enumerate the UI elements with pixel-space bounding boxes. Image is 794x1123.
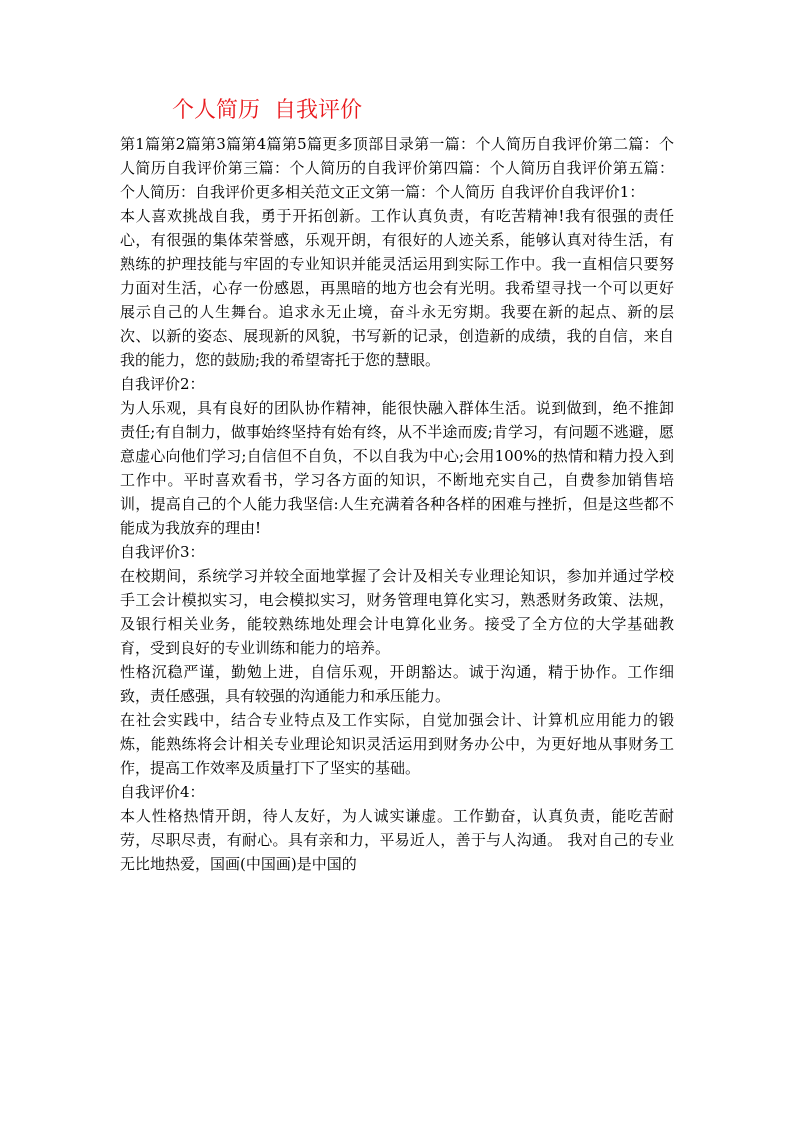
self-evaluation-1-body: 本人喜欢挑战自我，勇于开拓创新。工作认真负责，有吃苦精神!我有很强的责任心，有很强的集体荣誉感，乐观开朗，有很好的人迹关系，能够认真对待生活，有熟练的护理技能与牢固的专业知识并能灵活运用到实际工作中。我一直相信只要努力面对生活，心存一份感恩，再黑暗的地方也会有光明。我希望寻找一个可以更好展示自己的人生舞台。追求永无止境，奋斗永无穷期。我要在新的起点、新的层次、以新的姿态、展现新的风貌，书写新的记录，创造新的成绩，我的自信，来自我的能力，您的鼓励;我的希望寄托于您的慧眼。 <box>120 207 674 369</box>
self-evaluation-4-body: 本人性格热情开朗，待人友好，为人诚实谦虚。工作勤奋，认真负责，能吃苦耐劳，尽职尽责，有耐心。具有亲和力，平易近人，善于与人沟通。 我对自己的专业无比地热爱，国画(中国画)是中国的 <box>120 807 674 873</box>
self-evaluation-3-body-1: 在校期间，系统学习并较全面地掌握了会计及相关专业理论知识，参加并通过学校手工会计模拟实习，电会模拟实习，财务管理电算化实习，熟悉财务政策、法规，及银行相关业务，能较熟练地处理会计电算化业务。接受了全方位的大学基础教育，受到良好的专业训练和能力的培养。 <box>120 567 674 657</box>
self-evaluation-4-heading: 自我评价4： <box>120 783 205 801</box>
self-evaluation-2-body: 为人乐观，具有良好的团队协作精神，能很快融入群体生活。说到做到，绝不推卸责任;有自制力，做事始终坚持有始有终，从不半途而废;肯学习，有问题不逃避，愿意虚心向他们学习;自信但不自负，不以自我为中心;会用100%的热情和精力投入到工作中。平时喜欢看书，学习各方面的知识，不断地充实自己，自费参加销售培训，提高自己的个人能力我坚信:人生充满着各种各样的困难与挫折，但是这些都不能成为我放弃的理由! <box>120 399 674 537</box>
document-page <box>120 96 674 876</box>
self-evaluation-3-body-3: 在社会实践中，结合专业特点及工作实际，自觉加强会计、计算机应用能力的锻炼，能熟练将会计相关专业理论知识灵活运用到财务办公中，为更好地从事财务工作，提高工作效率及质量打下了坚实的基础。 <box>120 711 674 777</box>
document-title: 个人简历 自我评价 <box>172 98 362 123</box>
self-evaluation-3-body-2: 性格沉稳严谨，勤勉上进，自信乐观，开朗豁达。诚于沟通，精于协作。工作细致，责任感强，具有较强的沟通能力和承压能力。 <box>120 663 674 705</box>
table-of-contents: 第1篇第2篇第3篇第4篇第5篇更多顶部目录第一篇：个人简历自我评价第二篇：个人简历自我评价第三篇：个人简历的自我评价第四篇：个人简历自我评价第五篇：个人简历：自我评价更多相关范文正文第一篇：个人简历 自我评价自我评价1： <box>120 135 674 201</box>
self-evaluation-2-heading: 自我评价2： <box>120 375 205 393</box>
self-evaluation-3-heading: 自我评价3： <box>120 543 205 561</box>
